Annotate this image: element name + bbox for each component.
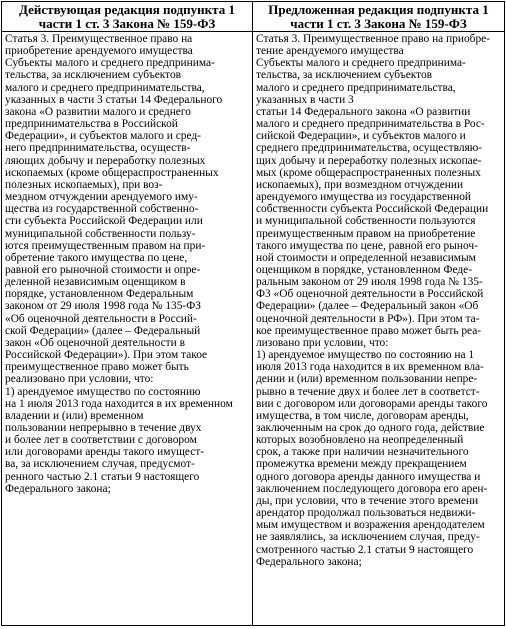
text-line: заключением последующего договора его арен- [256, 482, 488, 495]
text-line: предпринимательства в Российской [5, 118, 178, 131]
text-line: Субъекты малого и среднего предпринима- [256, 57, 466, 70]
text-line: Федерального закона; [256, 555, 362, 568]
text-line: малого и среднего предпринимательства в Рос- [256, 118, 485, 131]
text-line: Статья 3. Преимущественное право на приобре- [256, 33, 491, 45]
text-line: законом от 29 июля 1998 года № 135-ФЗ [5, 300, 201, 313]
header-row [2, 2, 505, 32]
text-line: промежутка времени между прекращением [256, 458, 467, 471]
text-line: Федерации» (далее – Федеральный закон «Об [256, 300, 479, 313]
text-line: и более лет в соответствии с договором [5, 434, 197, 447]
text-line: 1) арендуемое имущество по состоянию [5, 385, 201, 398]
text-line: деленной независимым оценщиком в [5, 276, 186, 289]
text-line: имущества, в том числе, договорам аренды, [256, 409, 469, 422]
text-line: кое преимущественное право может быть реа- [256, 324, 482, 337]
text-line: смотренного частью 2.1 статьи 9 настоящего [256, 543, 474, 556]
text-line: одного договора аренды данного имущества и [256, 470, 481, 483]
text-line: закон «Об оценочной деятельности в [5, 336, 185, 349]
text-line: статьи 14 Федерального закона «О развитии [256, 105, 471, 118]
text-line: указанных в части 3 статьи 14 Федерального [5, 93, 223, 106]
text-line: ФЗ «Об оценочной деятельности в Российской [256, 288, 484, 301]
text-line: сти субъекта Российской Федерации или [5, 215, 203, 228]
text-line: ральным законом от 29 июля 1998 года № 135- [256, 276, 483, 289]
text-line: мым имуществом и возражения арендодателем [256, 519, 485, 532]
text-line: ископаемых (кроме общераспространенных [5, 166, 219, 179]
text-line: реализовано при условии, что: [5, 373, 154, 386]
text-line: щества из государственной собственно- [5, 203, 199, 216]
text-line: срок, а также при наличии незначительного [256, 446, 469, 459]
text-line: Федерального закона; [5, 482, 111, 495]
text-line: преимущественное право может быть [5, 361, 189, 374]
text-line: такого имущества по цене, равной его рыноч- [256, 239, 478, 252]
content-row [2, 32, 505, 626]
header-current-edition [2, 2, 253, 32]
header-line: Действующая редакция подпункта 1 [19, 3, 235, 17]
comparison-table [1, 1, 505, 626]
text-line: заключенным на срок до одного года, действие [256, 422, 485, 434]
text-line: щих добычу и переработку полезных ископае- [256, 154, 482, 167]
text-line: рывно в течение двух и более лет в соответст- [256, 385, 480, 398]
text-line: владении и (или) временном [5, 409, 144, 422]
text-line: дении и (или) временном пользовании непре- [256, 373, 478, 386]
text-line: полезных ископаемых), при воз- [5, 178, 163, 191]
text-line: арендуемого имущества из государственной [256, 191, 472, 204]
text-line: сийской Федерации», и субъектов малого и [256, 130, 466, 143]
text-line: мых (кроме общераспространенных полезных [256, 166, 481, 179]
text-line: ской Федерации» (далее – Федеральный [5, 324, 201, 337]
text-line: собственности субъекта Российской Федерации [256, 203, 489, 216]
text-line: ляющих добычу и переработку полезных [5, 154, 206, 167]
text-line: ва, за исключением случая, предусмот- [5, 458, 195, 471]
text-line: ются преимущественным правом на при- [5, 239, 206, 252]
text-line: лизовано при условии, что: [256, 336, 389, 349]
text-line: июля 2013 года находится в их временном вла- [256, 361, 484, 374]
text-line: ренного частью 2.1 статьи 9 настоящего [5, 470, 200, 483]
text-line: тельства, за исключением субъектов [256, 69, 433, 82]
text-line: тение арендуемого имущества [256, 45, 404, 58]
text-line: него предпринимательства, осуществ- [5, 142, 191, 155]
text-line: и муниципальной собственности пользуются [256, 215, 476, 228]
header-line: части 1 ст. 3 Закона № 159-ФЗ [290, 16, 467, 30]
text-line: среднего предпринимательства, осуществляю- [256, 142, 483, 155]
text-line: приобретение арендуемого имущества [5, 45, 193, 58]
text-line: вии с договором или договорами аренды такого [256, 397, 488, 410]
text-line: или договорами аренды такого имущест- [5, 446, 205, 459]
text-line: муниципальной собственности пользу- [5, 227, 196, 240]
text-line: порядке, установленном Федеральным [5, 288, 194, 301]
text-line: Статья 3. Преимущественное право на [5, 33, 193, 45]
text-line: обретение такого имущества по цене, [5, 251, 188, 264]
text-line: закона «О развитии малого и среднего [5, 105, 191, 118]
text-line: которых возобновлено на неопределенный [256, 434, 464, 447]
text-line: не заявлялись, за исключением случая, преду- [256, 531, 480, 544]
text-line: тельства, за исключением субъектов [5, 69, 182, 82]
text-line: малого и среднего предпринимательства, [5, 81, 205, 94]
text-line: пользовании непрерывно в течение двух [5, 422, 202, 434]
text-line: оценочной деятельности в РФ»). При этом та- [256, 312, 480, 325]
text-line: равной его рыночной стоимости и опре- [5, 263, 201, 276]
text-line: Российской Федерации»). При этом такое [5, 349, 208, 362]
text-line: мездном отчуждении арендуемого иму- [5, 191, 198, 204]
header-line: части 1 ст. 3 Закона № 159-ФЗ [38, 16, 216, 30]
text-line: преимущественным правом на приобретение [256, 227, 476, 240]
current-edition-text [2, 32, 253, 626]
text-line: Федерации», и субъектов малого и сред- [5, 130, 201, 143]
text-line: оценщиком в порядке, установленном Феде- [256, 263, 473, 276]
text-line: на 1 июля 2013 года находится в их временном [5, 397, 233, 410]
text-line: арендатор продолжал пользоваться недвижи- [256, 507, 476, 520]
text-line: «Об оценочной деятельности в Россий- [5, 312, 197, 325]
text-line: Субъекты малого и среднего предпринима- [5, 57, 215, 70]
text-line: малого и среднего предпринимательства, [256, 81, 456, 94]
text-line: ды, при условии, что в течение этого времени [256, 494, 479, 507]
header-line: Предложенная редакция подпункта 1 [268, 3, 489, 17]
text-line: указанных в части 3 [256, 93, 354, 106]
proposed-edition-text [253, 32, 505, 626]
text-line: ископаемых), при возмездном отчуждении [256, 178, 464, 191]
text-line: ной стоимости и определенной независимым [256, 251, 476, 264]
header-proposed-edition [253, 2, 505, 32]
text-line: 1) арендуемое имущество по состоянию на 1 [256, 349, 475, 362]
